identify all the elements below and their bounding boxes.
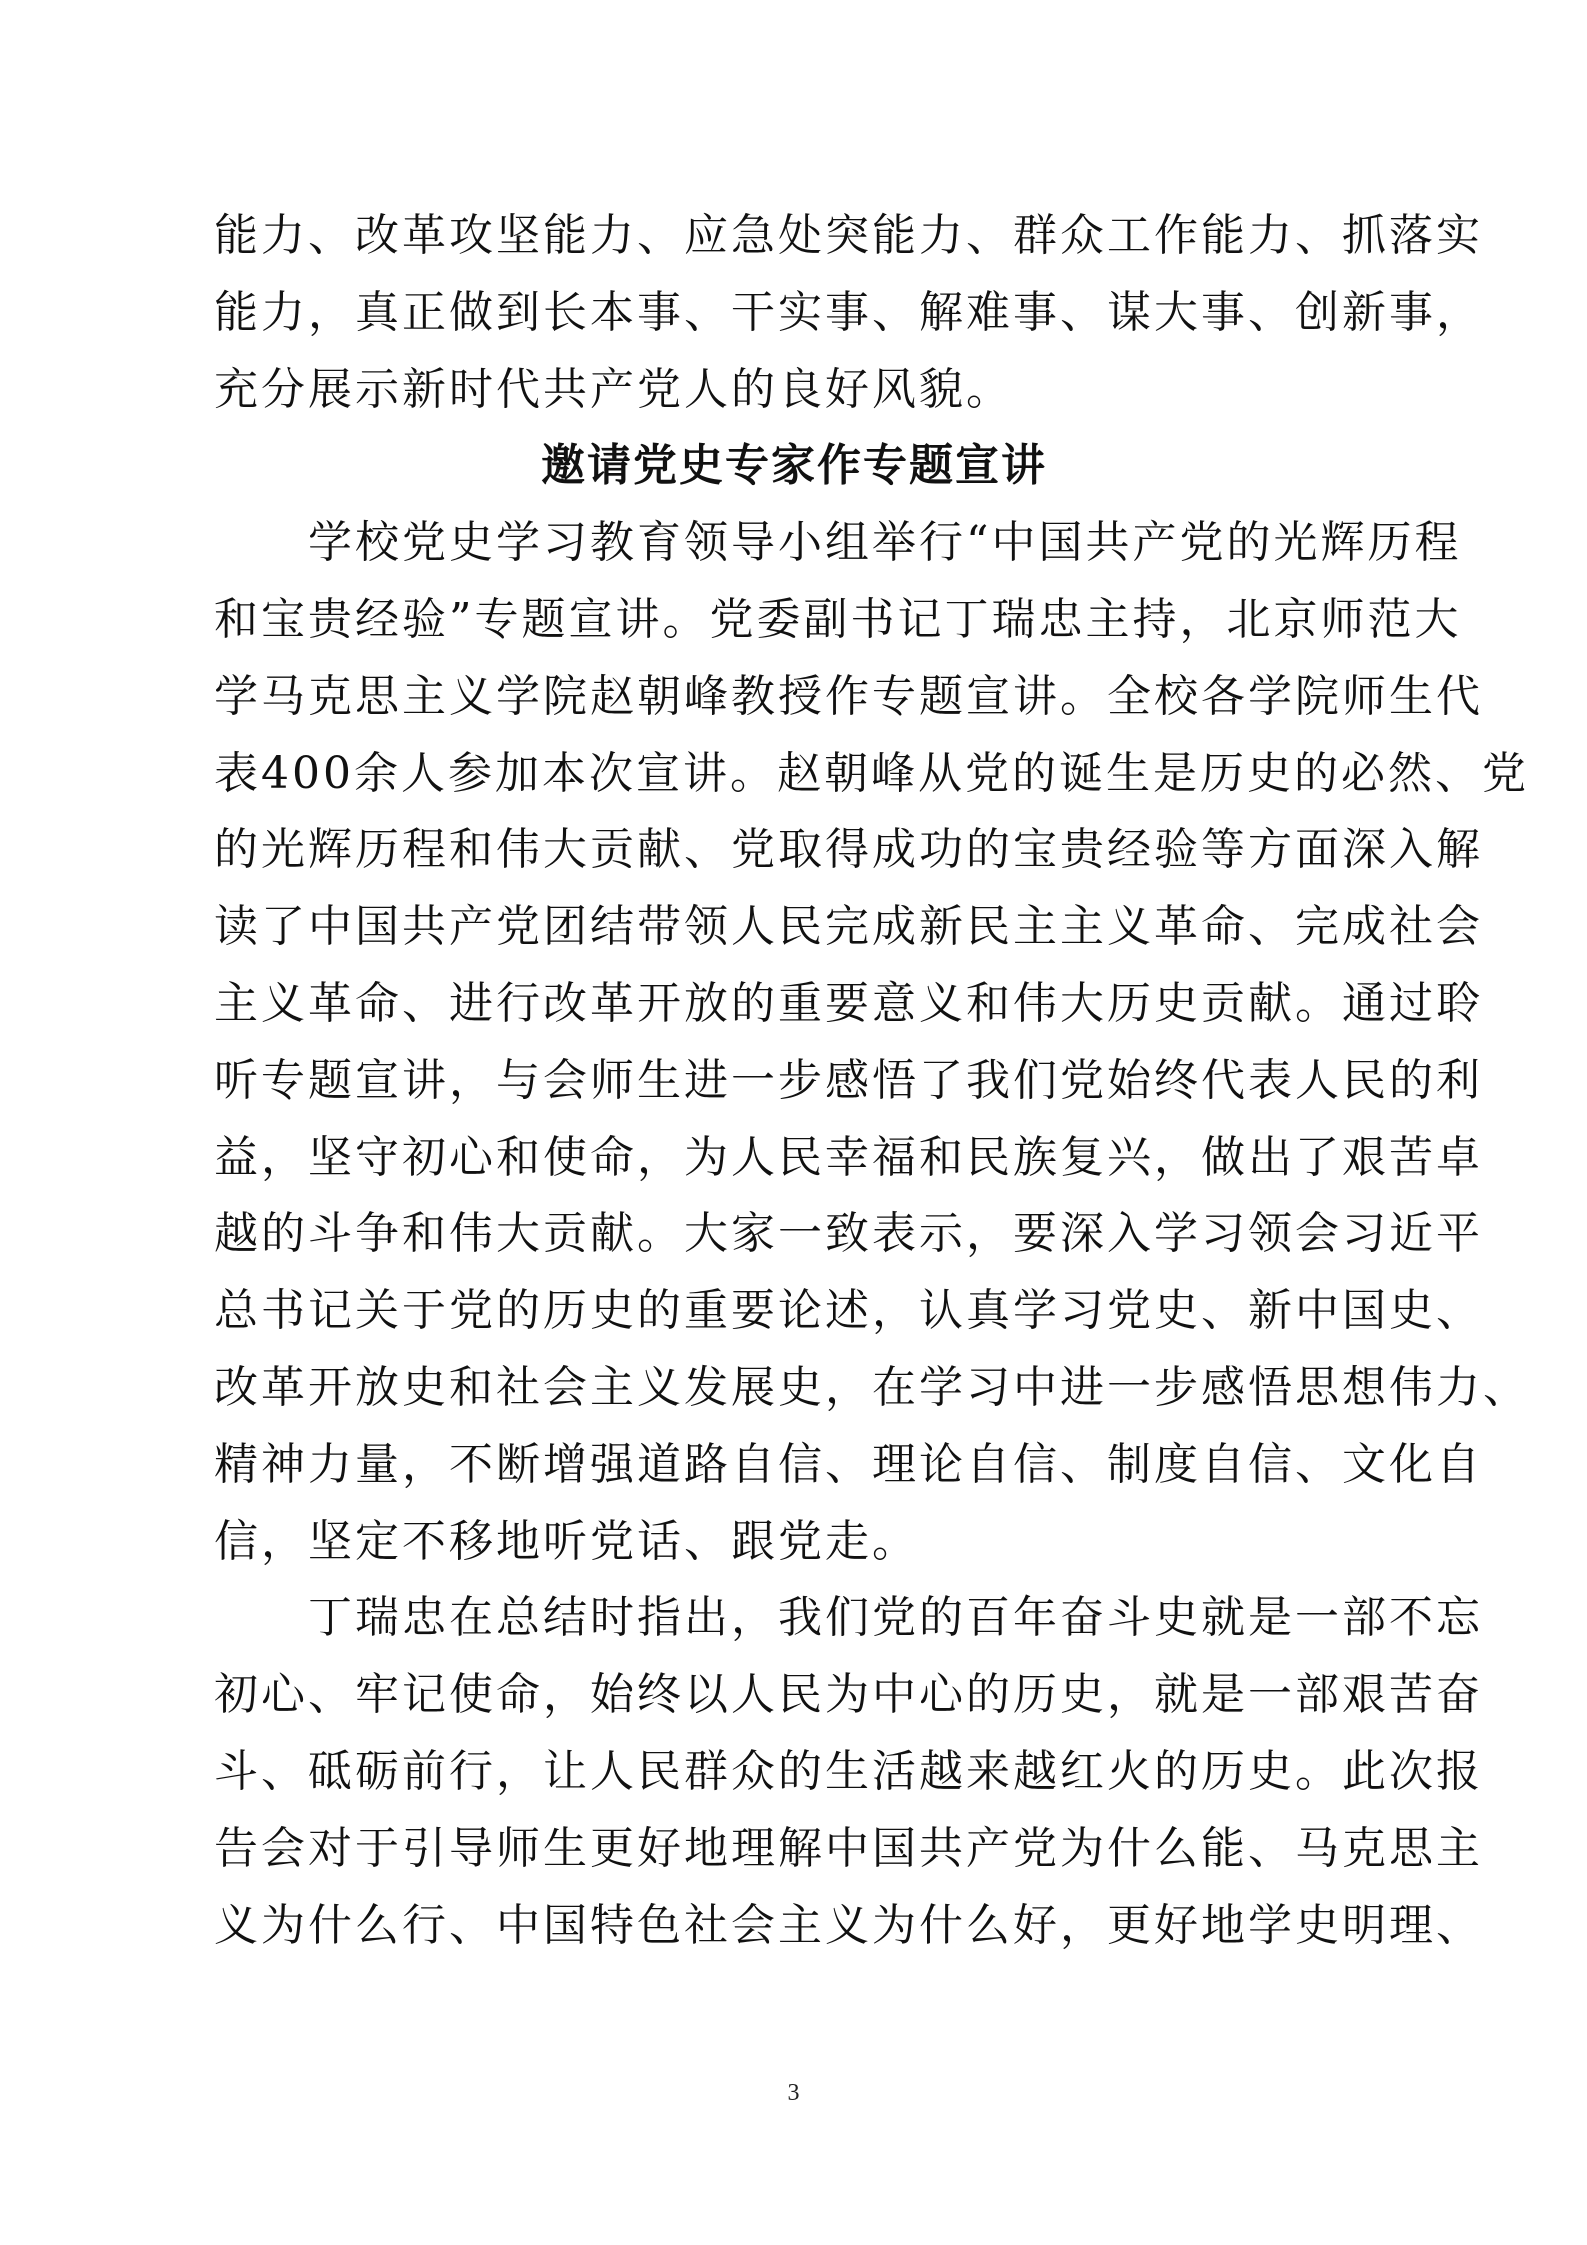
paragraph-line: 学马克思主义学院赵朝峰教授作专题宣讲。全校各学院师生代 (214, 670, 1483, 722)
paragraph-line: 充分展示新时代共产党人的良好风貌。 (214, 363, 1013, 415)
page-number: 3 (787, 2080, 800, 2106)
paragraph-line: 听专题宣讲，与会师生进一步感悟了我们党始终代表人民的利 (214, 1054, 1483, 1106)
paragraph-line: 精神力量，不断增强道路自信、理论自信、制度自信、文化自 (214, 1438, 1483, 1490)
paragraph-line: 信，坚定不移地听党话、跟党走。 (214, 1515, 919, 1567)
paragraph-line: 的光辉历程和伟大贡献、党取得成功的宝贵经验等方面深入解 (214, 824, 1483, 876)
paragraph-line: 丁瑞忠在总结时指出，我们党的百年奋斗史就是一部不忘 (214, 1592, 1483, 1644)
paragraph-line: 读了中国共产党团结带领人民完成新民主主义革命、完成社会 (214, 901, 1483, 953)
paragraph-line: 初心、牢记使命，始终以人民为中心的历史，就是一部艰苦奋 (214, 1669, 1483, 1721)
body-text (214, 198, 1530, 1964)
paragraph-line: 和宝贵经验”专题宣讲。党委副书记丁瑞忠主持，北京师范大 (214, 593, 1462, 645)
paragraph-line: 能力、改革攻坚能力、应急处突能力、群众工作能力、抓落实 (214, 210, 1483, 261)
paragraph-line: 表400余人参加本次宣讲。赵朝峰从党的诞生是历史的必然、党 (214, 747, 1529, 799)
paragraph-line: 义为什么行、中国特色社会主义为什么好，更好地学史明理、 (214, 1899, 1483, 1951)
paragraph-line: 主义革命、进行改革开放的重要意义和伟大历史贡献。通过聆 (214, 977, 1483, 1029)
paragraph-line: 能力，真正做到长本事、干实事、解难事、谋大事、创新事， (214, 286, 1483, 338)
paragraph-line: 斗、砥砺前行，让人民群众的生活越来越红火的历史。此次报 (214, 1745, 1483, 1797)
paragraph-line: 改革开放史和社会主义发展史，在学习中进一步感悟思想伟力、 (214, 1361, 1530, 1413)
paragraph-line: 学校党史学习教育领导小组举行“中国共产党的光辉历程 (214, 517, 1462, 569)
section-heading: 邀请党史专家作专题宣讲 (541, 440, 1047, 492)
paragraph-line: 告会对于引导师生更好地理解中国共产党为什么能、马克思主 (214, 1822, 1483, 1874)
paragraph-line: 益，坚守初心和使命，为人民幸福和民族复兴，做出了艰苦卓 (214, 1131, 1483, 1183)
paragraph-line: 越的斗争和伟大贡献。大家一致表示，要深入学习领会习近平 (214, 1208, 1483, 1260)
paragraph-line: 总书记关于党的历史的重要论述，认真学习党史、新中国史、 (214, 1285, 1483, 1337)
